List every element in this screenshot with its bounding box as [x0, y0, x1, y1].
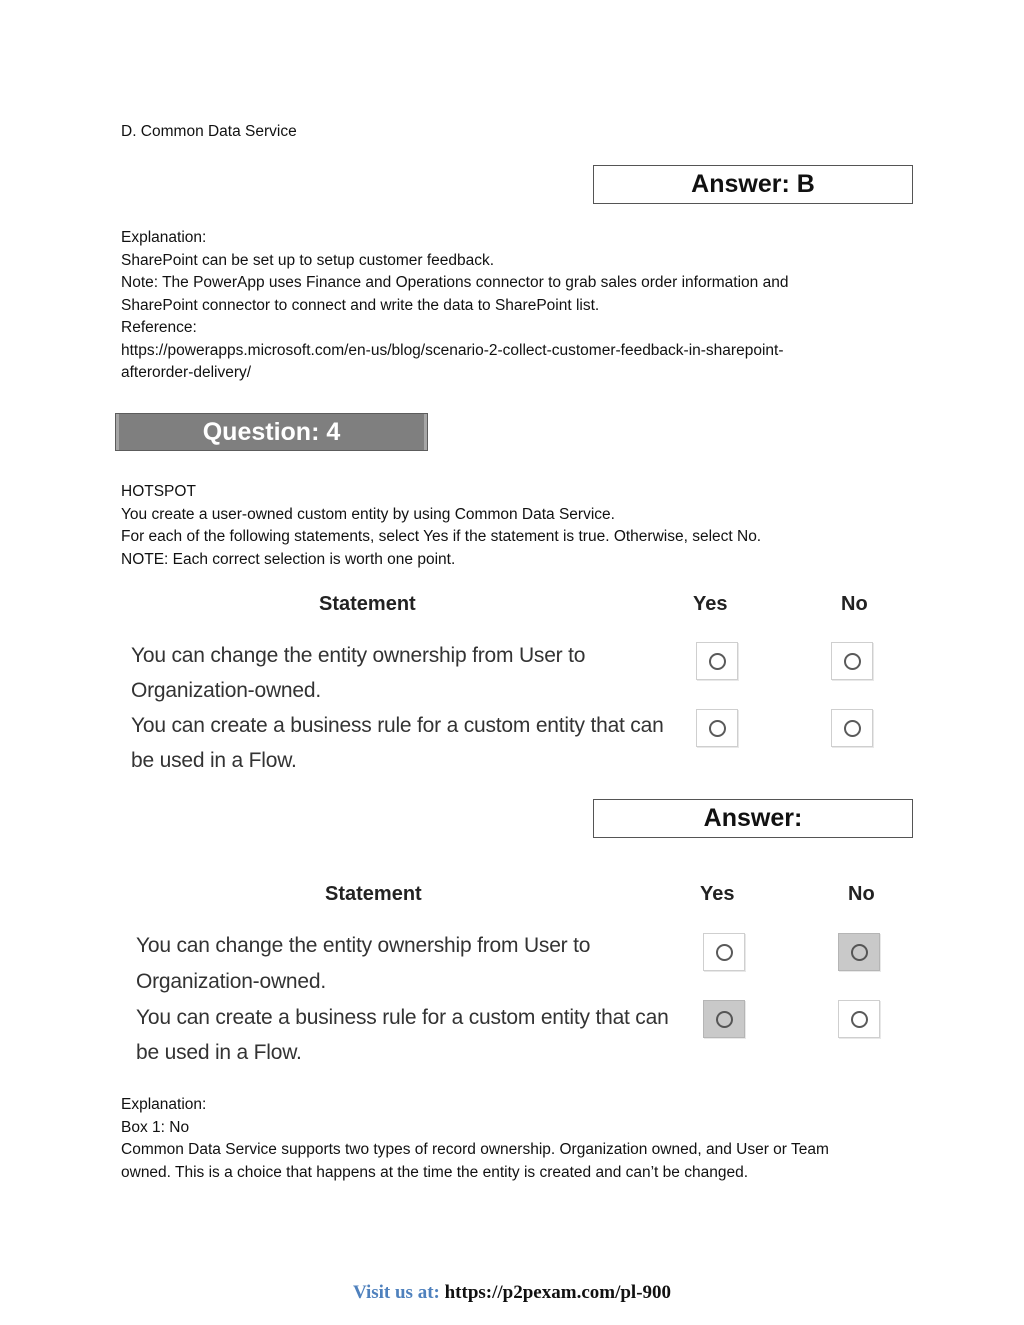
statement-text: be used in a Flow. — [131, 749, 297, 772]
answer-label: Answer: — [703, 804, 803, 832]
row1-yes-radio[interactable] — [703, 933, 745, 971]
footer — [0, 1282, 1024, 1304]
radio-circle-icon — [716, 1011, 733, 1028]
answer-hotspot-table — [128, 878, 898, 1068]
statement-text: Organization-owned. — [136, 970, 326, 993]
statement-text: be used in a Flow. — [136, 1041, 302, 1064]
row1-no-radio-selected[interactable] — [838, 933, 880, 971]
radio-circle-icon — [844, 720, 861, 737]
statement-text: You can change the entity ownership from User to — [131, 644, 586, 667]
answer-box — [593, 165, 913, 204]
statement-header: Statement — [325, 883, 422, 905]
explanation-line: SharePoint connector to connect and write the data to SharePoint list. — [121, 296, 600, 314]
yes-header: Yes — [693, 593, 728, 615]
radio-circle-icon — [709, 653, 726, 670]
radio-circle-icon — [709, 720, 726, 737]
statement-text: You can create a business rule for a custom entity that can — [136, 1006, 669, 1029]
row2-yes-radio-selected[interactable] — [703, 1000, 745, 1038]
radio-circle-icon — [844, 653, 861, 670]
option-d: D. Common Data Service — [121, 123, 297, 140]
question-type: HOTSPOT — [121, 483, 196, 500]
reference-link[interactable]: afterorder-delivery/ — [121, 364, 252, 381]
explanation-block — [121, 227, 921, 385]
explanation-line: Common Data Service supports two types of record ownership. Organization owned, and User or Team — [121, 1141, 829, 1158]
question-label: Question: 4 — [202, 417, 341, 446]
question-note: NOTE: Each correct selection is worth one point. — [121, 550, 456, 568]
row1-yes-radio[interactable] — [696, 642, 738, 680]
answer-label: Answer: B — [691, 170, 815, 198]
radio-circle-icon — [851, 1011, 868, 1028]
explanation-line: owned. This is a choice that happens at the time the entity is created and can’t be changed. — [121, 1163, 749, 1181]
hotspot-table — [122, 588, 892, 778]
statement-header: Statement — [319, 593, 416, 615]
row2-no-radio[interactable] — [831, 709, 873, 747]
answer-box — [593, 799, 913, 838]
row1-no-radio[interactable] — [831, 642, 873, 680]
question-body — [121, 481, 921, 571]
explanation-line: Box 1: No — [121, 1118, 190, 1136]
no-header: No — [841, 593, 868, 615]
footer-label: Visit us at: — [352, 1282, 440, 1303]
explanation-heading: Explanation: — [121, 1096, 207, 1113]
reference-label: Reference: — [121, 319, 197, 336]
explanation-line: SharePoint can be set up to setup customer feedback. — [121, 251, 495, 269]
radio-circle-icon — [716, 944, 733, 961]
explanation-heading: Explanation: — [121, 229, 207, 246]
no-header: No — [848, 883, 875, 905]
reference-link[interactable]: https://powerapps.microsoft.com/en-us/blog/scenario-2-collect-customer-feedback-in-sharepoint- — [121, 341, 784, 359]
explanation-block — [121, 1094, 921, 1184]
question-line: For each of the following statements, select Yes if the statement is true. Otherwise, select No. — [121, 528, 762, 545]
question-banner — [115, 413, 428, 451]
explanation-line: Note: The PowerApp uses Finance and Operations connector to grab sales order information and — [121, 274, 789, 291]
question-line: You create a user-owned custom entity by using Common Data Service. — [121, 505, 615, 523]
footer-link[interactable]: https://p2pexam.com/pl-900 — [444, 1282, 672, 1303]
row2-no-radio[interactable] — [838, 1000, 880, 1038]
yes-header: Yes — [700, 883, 735, 905]
statement-text: Organization-owned. — [131, 679, 321, 702]
statement-text: You can create a business rule for a custom entity that can — [131, 714, 664, 737]
statement-text: You can change the entity ownership from User to — [136, 934, 591, 957]
row2-yes-radio[interactable] — [696, 709, 738, 747]
radio-circle-icon — [851, 944, 868, 961]
